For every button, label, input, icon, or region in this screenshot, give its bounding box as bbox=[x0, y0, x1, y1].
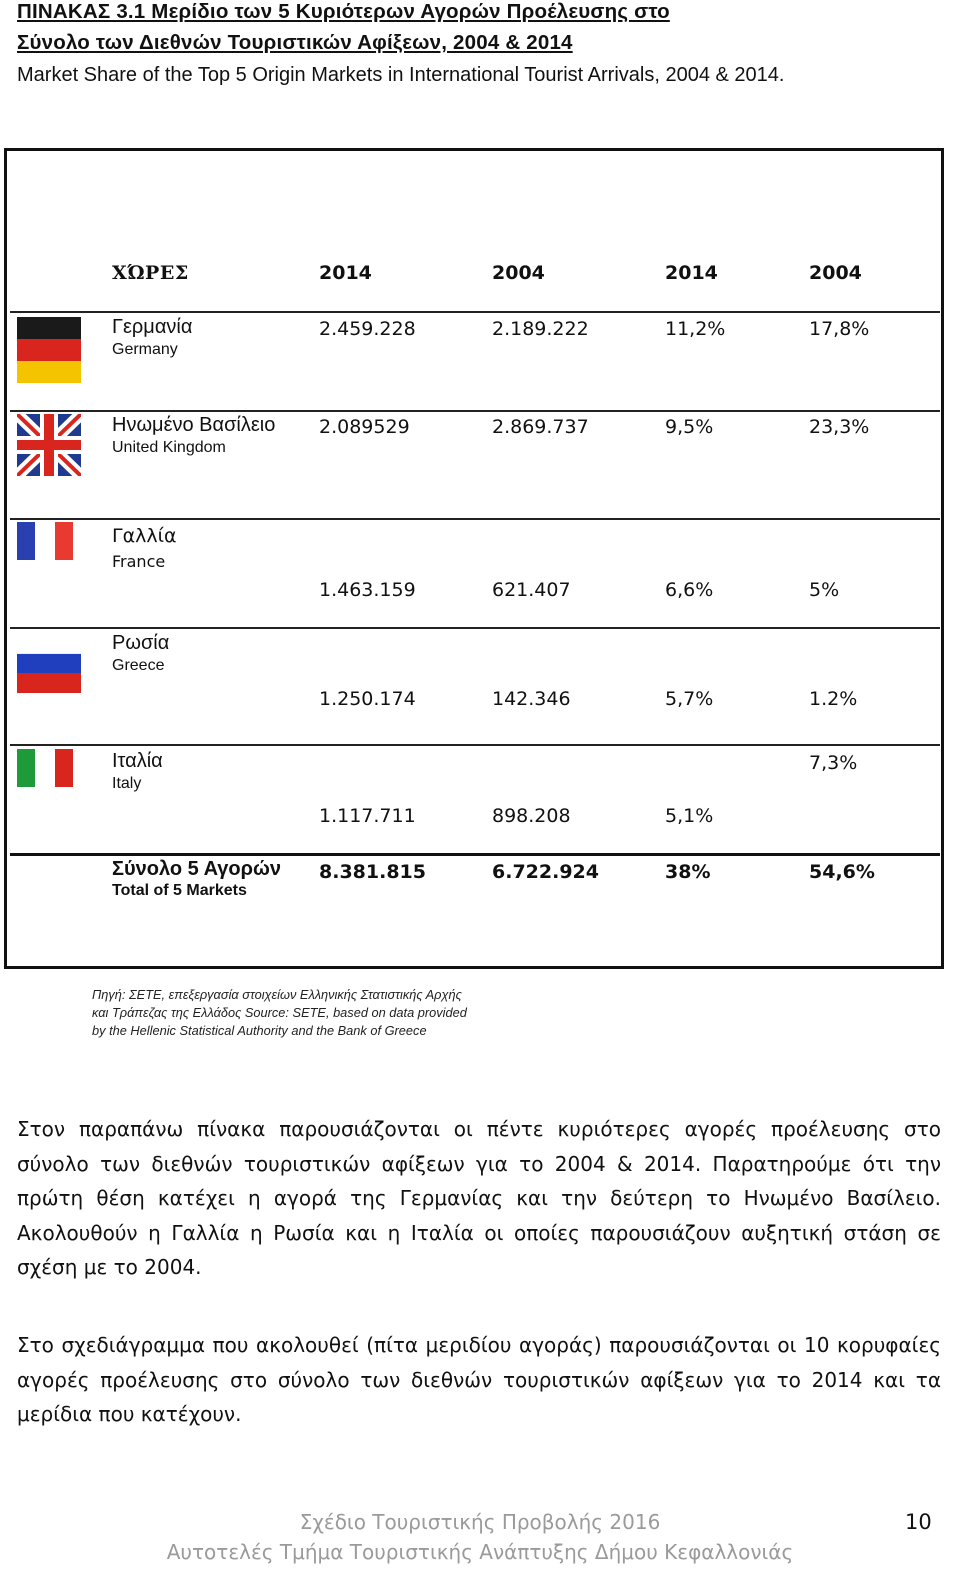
cell-arrivals-2014: 1.463.159 bbox=[319, 579, 416, 601]
cell-arrivals-2014: 2.459.228 bbox=[319, 318, 416, 340]
total-share-2004: 54,6% bbox=[809, 861, 875, 883]
table-title-greek-line1: ΠΙΝΑΚΑΣ 3.1 Μερίδιο των 5 Κυριότερων Αγορών Προέλευσης στο bbox=[17, 0, 670, 23]
cell-share-2014: 6,6% bbox=[665, 579, 714, 601]
country-name-greek: Γερμανία bbox=[112, 316, 193, 338]
header-share-2014: 2014 bbox=[665, 262, 718, 284]
row-divider bbox=[10, 311, 940, 313]
total-share-2014: 38% bbox=[665, 861, 711, 883]
page-number: 10 bbox=[905, 1510, 932, 1534]
cell-arrivals-2004: 2.869.737 bbox=[492, 416, 589, 438]
table-title-greek-line2: Σύνολο των Διεθνών Τουριστικών Αφίξεων, 2004 & 2014 bbox=[17, 31, 573, 54]
uk-flag-icon bbox=[17, 414, 81, 476]
cell-share-2004: 1.2% bbox=[809, 688, 858, 710]
cell-arrivals-2014: 1.250.174 bbox=[319, 688, 416, 710]
russia-flag-icon bbox=[17, 633, 81, 693]
header-arrivals-2014: 2014 bbox=[319, 262, 372, 284]
italy-flag-icon bbox=[17, 749, 73, 787]
row-divider bbox=[10, 518, 940, 520]
header-countries: ΧΏΡΕΣ bbox=[112, 262, 189, 284]
header-share-2004: 2004 bbox=[809, 262, 862, 284]
france-flag-icon bbox=[17, 522, 73, 560]
cell-arrivals-2014: 2.089529 bbox=[319, 416, 410, 438]
cell-share-2004: 23,3% bbox=[809, 416, 870, 438]
cell-share-2014: 5,7% bbox=[665, 688, 714, 710]
germany-flag-icon bbox=[17, 317, 81, 383]
cell-arrivals-2004: 2.189.222 bbox=[492, 318, 589, 340]
body-paragraph-2: Στο σχεδιάγραμμα που ακολουθεί (πίτα μεριδίου αγοράς) παρουσιάζονται οι 10 κορυφαίες αγορές προέλευσης στο σύνολο των διεθνών τουριστικών αφίξεων για το 2014 και τα μερίδια που κατέχουν. bbox=[17, 1333, 941, 1426]
row-divider bbox=[10, 853, 940, 856]
cell-arrivals-2014: 1.117.711 bbox=[319, 805, 416, 827]
country-name-greek: Γαλλία bbox=[112, 525, 177, 547]
cell-share-2004: 5% bbox=[809, 579, 840, 601]
row-divider bbox=[10, 744, 940, 746]
country-name-english: Greece bbox=[112, 657, 165, 674]
cell-share-2014: 11,2% bbox=[665, 318, 726, 340]
footer-title: Σχέδιο Τουριστικής Προβολής 2016 bbox=[299, 1510, 661, 1534]
country-name-greek: Ρωσία bbox=[112, 632, 170, 654]
cell-arrivals-2004: 898.208 bbox=[492, 805, 571, 827]
row-divider bbox=[10, 627, 940, 629]
cell-share-2004: 7,3% bbox=[809, 752, 858, 774]
country-name-greek: Ηνωμένο Βασίλειο bbox=[112, 414, 276, 436]
country-name-english: Italy bbox=[112, 775, 142, 792]
total-arrivals-2004: 6.722.924 bbox=[492, 861, 599, 883]
header-arrivals-2004: 2004 bbox=[492, 262, 545, 284]
cell-arrivals-2004: 142.346 bbox=[492, 688, 571, 710]
source-note: Πηγή: ΣΕΤΕ, επεξεργασία στοιχείων Ελληνικής Στατιστικής Αρχής και Τράπεζας της Ελλάδος Source: SETE, based on data provided by the Hellenic Statistical Authority and the Bank of Greece bbox=[92, 987, 467, 1038]
cell-share-2004: 17,8% bbox=[809, 318, 870, 340]
row-divider bbox=[10, 410, 940, 412]
country-name-english: France bbox=[112, 552, 166, 571]
table-title-english: Market Share of the Top 5 Origin Markets in International Tourist Arrivals, 2004 & 2014. bbox=[17, 64, 785, 86]
cell-share-2014: 9,5% bbox=[665, 416, 714, 438]
cell-arrivals-2004: 621.407 bbox=[492, 579, 571, 601]
country-name-english: Germany bbox=[112, 341, 178, 358]
cell-share-2014: 5,1% bbox=[665, 805, 714, 827]
country-name-greek: Ιταλία bbox=[112, 750, 163, 772]
total-label-greek: Σύνολο 5 Αγορών bbox=[112, 858, 282, 880]
body-paragraph-1: Στον παραπάνω πίνακα παρουσιάζονται οι πέντε κυριότερες αγορές προέλευσης στο σύνολο των διεθνών τουριστικών αφίξεων για το 2004 & 2014. Παρατηρούμε ότι την πρώτη θέση κατέχει η αγορά της Γερμανίας και την δεύτερη το Ηνωμένο Βασίλειο. Ακολουθούν η Γαλλία η Ρωσία και η Ιταλία οι οποίες παρουσιάζουν αυξητική στάση σε σχέση με το 2004. bbox=[17, 1117, 941, 1279]
total-label-english: Total of 5 Markets bbox=[112, 882, 247, 899]
total-arrivals-2014: 8.381.815 bbox=[319, 861, 426, 883]
footer-department: Αυτοτελές Τμήμα Τουριστικής Ανάπτυξης Δήμου Κεφαλλονιάς bbox=[166, 1540, 794, 1564]
country-name-english: United Kingdom bbox=[112, 439, 226, 456]
